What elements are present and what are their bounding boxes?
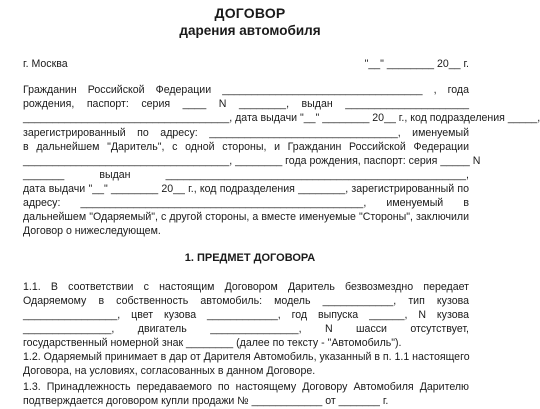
clause-line: Одаряемому в собственность автомобиль: модель ____________, тип кузова — [23, 295, 469, 307]
intro-line: адресу: ________________________________________________, именуемый в — [23, 197, 469, 209]
intro-line: в дальнейшем "Даритель", с одной стороны, и Гражданин Российской Федерации — [23, 141, 469, 153]
clause-line: государственный номерной знак ________ (далее по тексту - "Автомобиль"). — [23, 337, 402, 349]
intro-line: ___________________________________, ________ года рождения, паспорт: серия _____ N — [23, 155, 481, 167]
intro-line: Договор о нижеследующем. — [23, 225, 161, 237]
clause-line: 1.2. Одаряемый принимает в дар от Дарителя Автомобиль, указанный в п. 1.1 настоящего — [23, 351, 470, 363]
clause-line: подтверждается договором купли продажи № ____________ от _______ г. — [23, 395, 389, 407]
clause-line: 1.3. Принадлежность передаваемого по настоящему Договору Автомобиля Дарителю — [23, 381, 469, 393]
intro-line: ___________________________________, дата выдачи "__" ________ 20__ г., код подразделения _____, — [23, 112, 540, 124]
clause-line: _______________, двигатель _______________, N шасси отсутствует, — [23, 323, 469, 335]
clause-line: Договора, на условиях, согласованных в данном Договоре. — [23, 365, 316, 377]
document-title: ДОГОВОР — [214, 5, 286, 21]
intro-line: зарегистрированный по адресу: ________________________________, именуемый — [23, 127, 469, 139]
intro-line: дата выдачи "__" ________ 20__ г., код подразделения ________, зарегистрированный по — [23, 183, 469, 195]
intro-line: рождения, паспорт: серия ____ N ________, выдан _____________________ — [23, 98, 469, 110]
city-line: г. Москва — [23, 58, 68, 70]
date-line: "__" ________ 20__ г. — [364, 58, 469, 70]
clause-line: ________________, цвет кузова ____________, год выпуска ______, N кузова — [23, 309, 469, 321]
intro-line: дальнейшем "Одаряемый", с другой стороны, а вместе именуемые "Стороны", заключили — [23, 211, 469, 223]
intro-line: Гражданин Российской Федерации __________________________________ , года — [23, 84, 469, 96]
document-subtitle: дарения автомобиля — [179, 23, 321, 38]
clause-line: 1.1. В соответствии с настоящим Договором Даритель безвозмездно передает — [23, 281, 469, 293]
intro-line: _______ выдан ___________________________________________________, — [23, 169, 469, 181]
section-heading: 1. ПРЕДМЕТ ДОГОВОРА — [184, 252, 316, 264]
